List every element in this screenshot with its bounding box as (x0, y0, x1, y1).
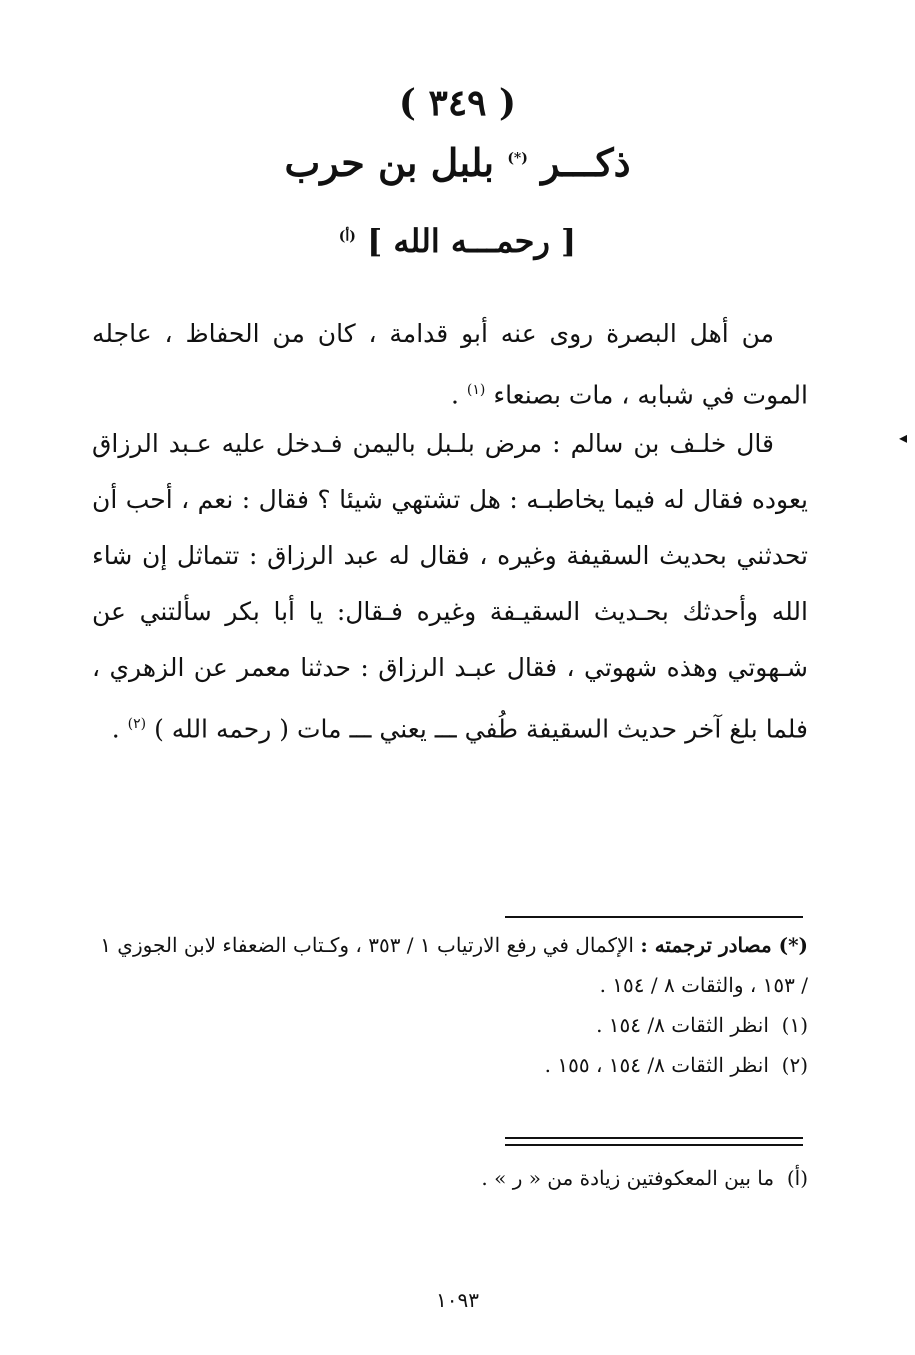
editor-note-a-number: (أ) (786, 1166, 808, 1190)
entry-number: ( ٣٤٩ ) (398, 82, 517, 124)
paragraph-text (92, 306, 808, 423)
footnote-marker-2[interactable]: (٢) (127, 716, 147, 732)
paragraph-end: . (450, 380, 467, 410)
footnote-sources (92, 925, 808, 1005)
footnote-divider (505, 916, 803, 918)
page-number: ١٠٩٣ (436, 1288, 479, 1312)
body-paragraph-1 (92, 306, 808, 423)
paragraph-content: قال خلـف بن سالم : مرض بلـبل باليمن فـدخل عليه عـبد الرزاق يعوده فقال له فيما يخاطبـه : هل تشتهي شيئا ؟ فقال : نعم ، أحب أن تحدثني بحديث السقيفة وغيره ، فقال له عبد الرزاق : تتماثل إن شاء الله وأحدثك بحـديث السقيـفة وغيره فـقال: يا أبا بكر سألتني عن شـهوتي وهذه شهوتي ، فقال عبـد الرزاق : حدثنا معمر عن الزهري ، فلما بلغ آخر حديث السقيفة طُفي ـــ يعني ـــ مات ( رحمه الله ) (92, 429, 808, 744)
paragraph-text (92, 416, 808, 757)
editor-notes (92, 1158, 808, 1198)
editor-notes-divider-bottom (505, 1144, 803, 1146)
body-paragraph-2 (92, 416, 808, 757)
entry-title (0, 140, 915, 185)
footnote-sources-text: الإكمال في رفع الارتياب ١ / ٣٥٣ ، وكـتاب الضعفاء لابن الجوزي ١ / ١٥٣ ، والثقات ٨ / ١٥٤ . (100, 933, 808, 997)
entry-subtitle (0, 222, 915, 260)
entry-subtitle-text: [ رحمـــه الله ] (367, 222, 577, 260)
footnote-2-text: انظر الثقات ٨/ ١٥٤ ، ١٥٥ . (544, 1053, 769, 1077)
footnote-2-number: (٢) (781, 1053, 808, 1077)
footnote-1-number: (١) (781, 1013, 808, 1037)
editor-note-a (92, 1158, 808, 1198)
footnotes (92, 925, 808, 1085)
paragraph-end: . (111, 714, 128, 744)
entry-title-name: بلبل بن حرب (284, 140, 495, 185)
entry-title-prefix: ذكـــر (541, 140, 631, 185)
footnote-1 (92, 1005, 808, 1045)
footnote-2 (92, 1045, 808, 1085)
paragraph-content: من أهل البصرة روى عنه أبو قدامة ، كان من الحفاظ ، عاجله الموت في شبابه ، مات بصنعاء (92, 319, 808, 410)
footnote-sources-label: (*) مصادر ترجمته : (640, 933, 808, 957)
editor-notes-divider-top (505, 1137, 803, 1139)
footnote-1-text: انظر الثقات ٨/ ١٥٤ . (596, 1013, 769, 1037)
entry-subtitle-marker: (أ) (338, 228, 356, 245)
margin-arrow-icon: ◂ (899, 428, 908, 447)
entry-title-marker: (*) (507, 150, 528, 167)
footnote-marker-1[interactable]: (١) (466, 382, 486, 398)
editor-note-a-text: ما بين المعكوفتين زيادة من « ر » . (481, 1166, 775, 1190)
